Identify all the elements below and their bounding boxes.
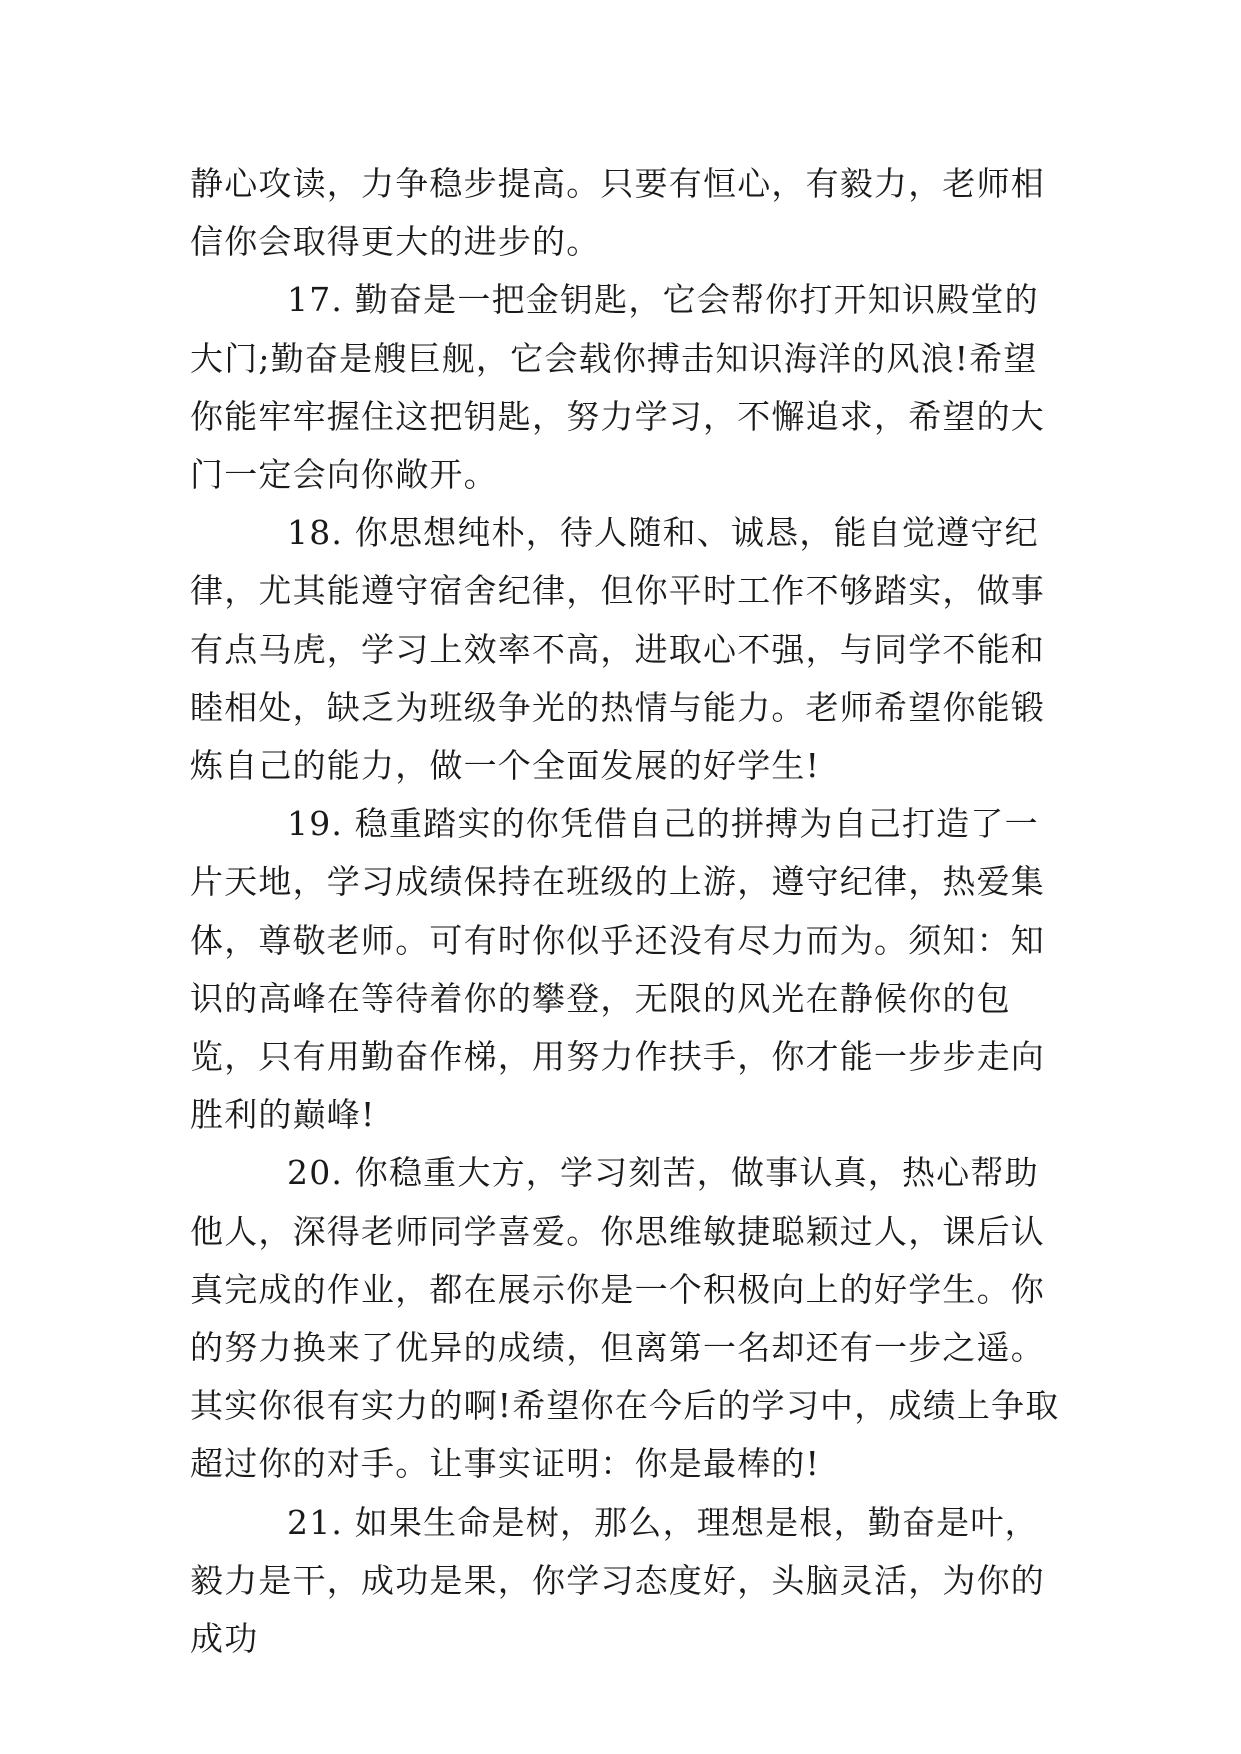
paragraph-18: 18. 你思想纯朴，待人随和、诚恳，能自觉遵守纪律，尤其能遵守宿舍纪律，但你平时工作不够踏实，做事有点马虎，学习上效率不高，进取心不强，与同学不能和睦相处，缺乏为班级争光的热情与能力。老师希望你能锻炼自己的能力，做一个全面发展的好学生! xyxy=(190,513,1045,786)
paragraph-21: 21. 如果生命是树，那么，理想是根，勤奋是叶，毅力是干，成功是果，你学习态度好，头脑灵活，为你的成功 xyxy=(190,1502,1045,1659)
paragraph-19: 19. 稳重踏实的你凭借自己的拼搏为自己打造了一片天地，学习成绩保持在班级的上游，遵守纪律，热爱集体，尊敬老师。可有时你似乎还没有尽力而为。须知：知识的高峰在等待着你的攀登，无限的风光在静候你的包览，只有用勤奋作梯，用努力作扶手，你才能一步步走向胜利的巅峰! xyxy=(190,804,1045,1135)
paragraph-continuation: 静心攻读，力争稳步提高。只要有恒心，有毅力，老师相信你会取得更大的进步的。 xyxy=(190,164,1045,262)
paragraph-20: 20. 你稳重大方，学习刻苦，做事认真，热心帮助他人，深得老师同学喜爱。你思维敏捷聪颖过人，课后认真完成的作业，都在展示你是一个积极向上的好学生。你的努力换来了优异的成绩，但离第一名却还有一步之遥。其实你很有实力的啊!希望你在今后的学习中，成绩上争取超过你的对手。让事实证明：你是最棒的! xyxy=(190,1153,1060,1484)
paragraph-17: 17. 勤奋是一把金钥匙，它会帮你打开知识殿堂的大门;勤奋是艘巨舰，它会载你搏击知识海洋的风浪!希望你能牢牢握住这把钥匙，努力学习，不懈追求，希望的大门一定会向你敞开。 xyxy=(190,280,1045,495)
document-body xyxy=(190,155,1060,1668)
